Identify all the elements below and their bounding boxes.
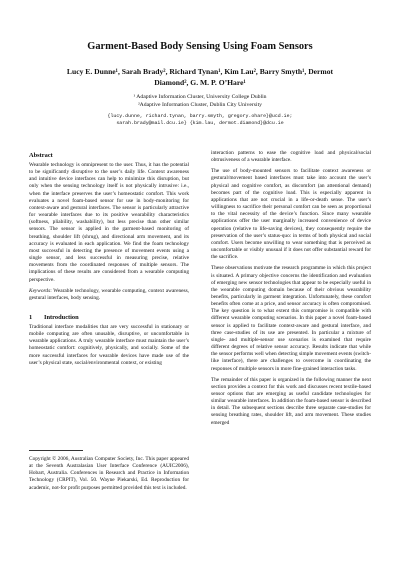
affiliation-1: ¹ Adaptive Information Cluster, University College Dublin [133, 94, 267, 100]
author-emails [40, 113, 360, 127]
keywords [29, 288, 189, 302]
abstract-text: Wearable technology is omnipresent to the user. Thus, it has the potential to be significantly disruptive to the user’s daily life. Context awareness and intuitive device interfaces can help to minimize this disruption, but only when the sensing technology itself is not physically intrusive: i.e., when the interface preserves the user’s homeostatic comfort. This work evaluates a novel foam-based sensor for use in body-monitoring for context-aware and gestural interfaces. The sensor is particularly attractive for wearable interfaces due to its positive wearability characteristics (softness, pliability, washability), but less precise than other similar sensors. The sensor is applied in the garment-based monitoring of breathing, shoulder lift (shrug), and directional arm movement, and its accuracy is evaluated in each application. We find the foam technology most successful in detecting the presence of movement events using a single sensor, and less successful in measuring precise, relative movements from the coordinated responses of multiple sensors. The implications of these results are considered from a wearable computing perspective. [29, 162, 189, 283]
keywords-text: : Wearable technology, wearable computing, context awareness, gestural interfaces, body sensing. [29, 287, 189, 301]
left-column [29, 152, 189, 367]
affiliations [40, 94, 360, 109]
right-paragraph-1: interaction patterns to ease the cognitive load and physical/social obtrusiveness of a wearable interface. [211, 150, 371, 164]
right-paragraph-3: These observations motivate the research programme in which this project is situated. A primary objective concerns the identification and evaluation of emerging new sensor technologies that appear to be especially useful in the wearable computing domain because of their obvious wearability benefits, particularly in garment integration. Unfortunately, these comfort benefits often come at a price, and sensor accuracy is often compromised. The key question is to what extent this compromise is compatible with different wearable computing scenarios. In this paper a novel foam-based sensor is applied to facilitate context-aware and gestural interface, and three case-studies of its use are presented. In particular a mixture of single- and multiple-sensor use scenarios is examined that require different degrees of relative sensor accuracy. Results indicate that while the sensor performs well when detecting simple movement events (switch-like interface), there are challenges to overcome in coordinating the responses of multiple sensors in more fine-grained interaction tasks. [211, 265, 371, 372]
copyright-notice [29, 456, 189, 492]
section-title: Introduction [44, 313, 79, 321]
copyright-text: Copyright © 2006, Australian Computer Society, Inc. This paper appeared at the Seventh Australasian User Interface Conference (AUIC2006), Hobart, Australia. Conferences in Research and Practice in Information Technology (CRPIT), Vol. 50. Wayne Piekarski, Ed. Reproduction for academic, not-for profit purposes permitted provided this text is included. [29, 456, 189, 491]
keywords-label: Keywords [29, 287, 51, 294]
introduction-text: Traditional interface modalities that are very successful in stationary or mobile computing are often unusable, disruptive, or uncomfortable in wearable applications. A truly wearable interface must maintain the user’s homeostatic comfort: cognitively, physically, and socially. Some of the more successful interfaces for wearable devices have made use of the user’s physical state, social/environmental context, or existing [29, 323, 189, 366]
section-heading-introduction [29, 314, 189, 321]
right-paragraph-4: The remainder of this paper is organized in the following manner the next section provides a context for this work and discusses recent textile-based sensor options that are emerging as useful candidate technologies for similar wearable interfaces. In addition the foam-based sensor is described in detail. The subsequent sections describe three separate case-studies for sensing breathing rates, shoulder lift, and arm movement. These studies emerged [211, 376, 371, 426]
authors-line-2: Diamond², G. M. P. O’Hare¹ [154, 77, 246, 87]
right-paragraph-2: The use of body-mounted sensors to facilitate context awareness or gestural/movement based interfaces must take into account the user’s physical and cognitive comfort, as discomfort (an attentional demand) becomes part of the cognitive load. This is especially apparent in applications that are not crucial in a life-or-death sense. The user’s willingness to sacrifice their personal comfort can be seen as proportional to the vital necessity of the device’s function. Since many wearable applications offer the user marginally increased convenience of device operation (relative to life-saving devices), they consequently require the preservation of the user’s status-quo: in terms of both physical and social comfort. Users become unwilling to wear something that is perceived as uncomfortable or visibly unusual if it does not offer substantial reward for the sacrifice. [211, 168, 371, 261]
authors-line-1: Lucy E. Dunne¹, Sarah Brady², Richard Tynan¹, Kim Lau², Barry Smyth¹, Dermot [66, 67, 334, 76]
section-number: 1 [29, 313, 33, 321]
affiliation-2: ²Adaptive Information Cluster, Dublin City University [137, 101, 263, 108]
email-line-2: sarah.brady@mail.dcu.ie} {kim.lau, dermot.diamond}@dcu.ie [116, 121, 284, 126]
author-list [40, 67, 360, 88]
paper-title: Garment-Based Body Sensing Using Foam Sensors [87, 41, 313, 52]
abstract-heading: Abstract [29, 152, 53, 159]
right-column [211, 150, 371, 427]
email-line-1: {lucy.dunne, richard.tynan, barry.smyth, gregory.ohare}@ucd.ie; [107, 114, 293, 119]
footnote-rule [29, 450, 83, 451]
